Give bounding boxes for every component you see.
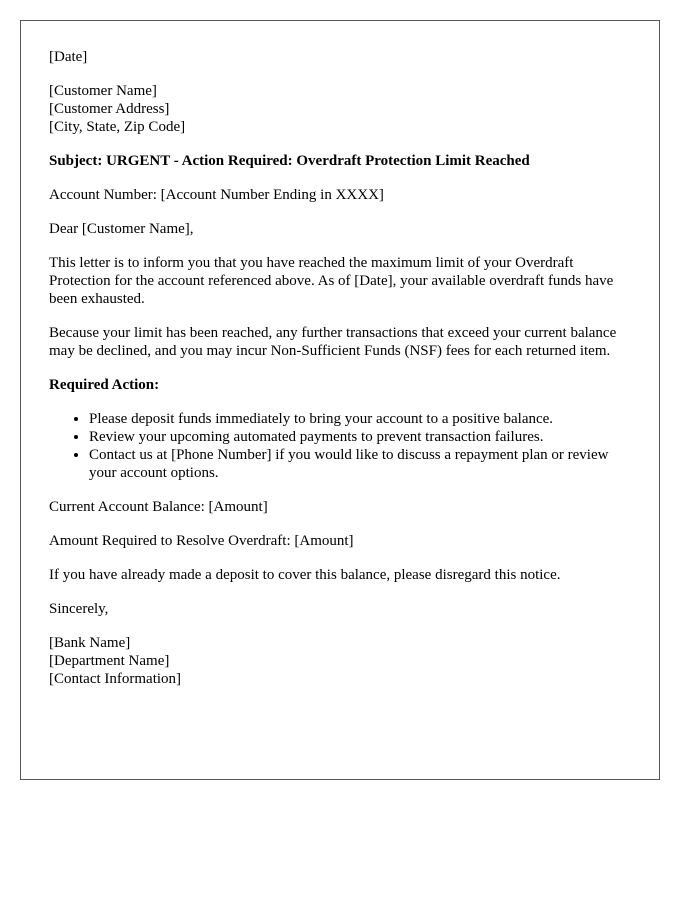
letter-subject: Subject: URGENT - Action Required: Overdraft Protection Limit Reached	[49, 153, 530, 169]
required-action-heading: Required Action:	[49, 377, 160, 393]
signature-department-name: [Department Name]	[49, 653, 170, 669]
recipient-city-line: [City, State, Zip Code]	[49, 119, 186, 135]
letter-date: [Date]	[49, 49, 88, 65]
amount-required: Amount Required to Resolve Overdraft: [Amount]	[49, 533, 354, 549]
recipient-name: [Customer Name]	[49, 83, 157, 99]
recipient-address: [Customer Address]	[49, 101, 170, 117]
letter-document	[20, 20, 660, 780]
account-number: Account Number: [Account Number Ending in XXXX]	[49, 187, 384, 203]
signature-block	[49, 634, 631, 688]
signature-bank-name: [Bank Name]	[49, 635, 131, 651]
required-actions-list	[49, 410, 631, 482]
recipient-block	[49, 82, 631, 136]
salutation: Dear [Customer Name],	[49, 221, 194, 237]
closing: Sincerely,	[49, 601, 109, 617]
required-action-item: • Contact us at [Phone Number] if you would like to discuss a repayment plan or review your account options.	[89, 446, 631, 482]
current-balance: Current Account Balance: [Amount]	[49, 499, 268, 515]
disregard-note: If you have already made a deposit to cover this balance, please disregard this notice.	[49, 567, 561, 583]
signature-contact-information: [Contact Information]	[49, 671, 182, 687]
body-paragraph-2: Because your limit has been reached, any further transactions that exceed your current balance may be declined, and you may incur Non-Sufficient Funds (NSF) fees for each returned item.	[49, 325, 617, 359]
body-paragraph-1: This letter is to inform you that you have reached the maximum limit of your Overdraft Protection for the account referenced above. As of [Date], your available overdraft funds have been exhausted.	[49, 255, 614, 307]
required-action-item: • Please deposit funds immediately to bring your account to a positive balance.	[89, 410, 631, 428]
required-action-item: • Review your upcoming automated payments to prevent transaction failures.	[89, 428, 631, 446]
